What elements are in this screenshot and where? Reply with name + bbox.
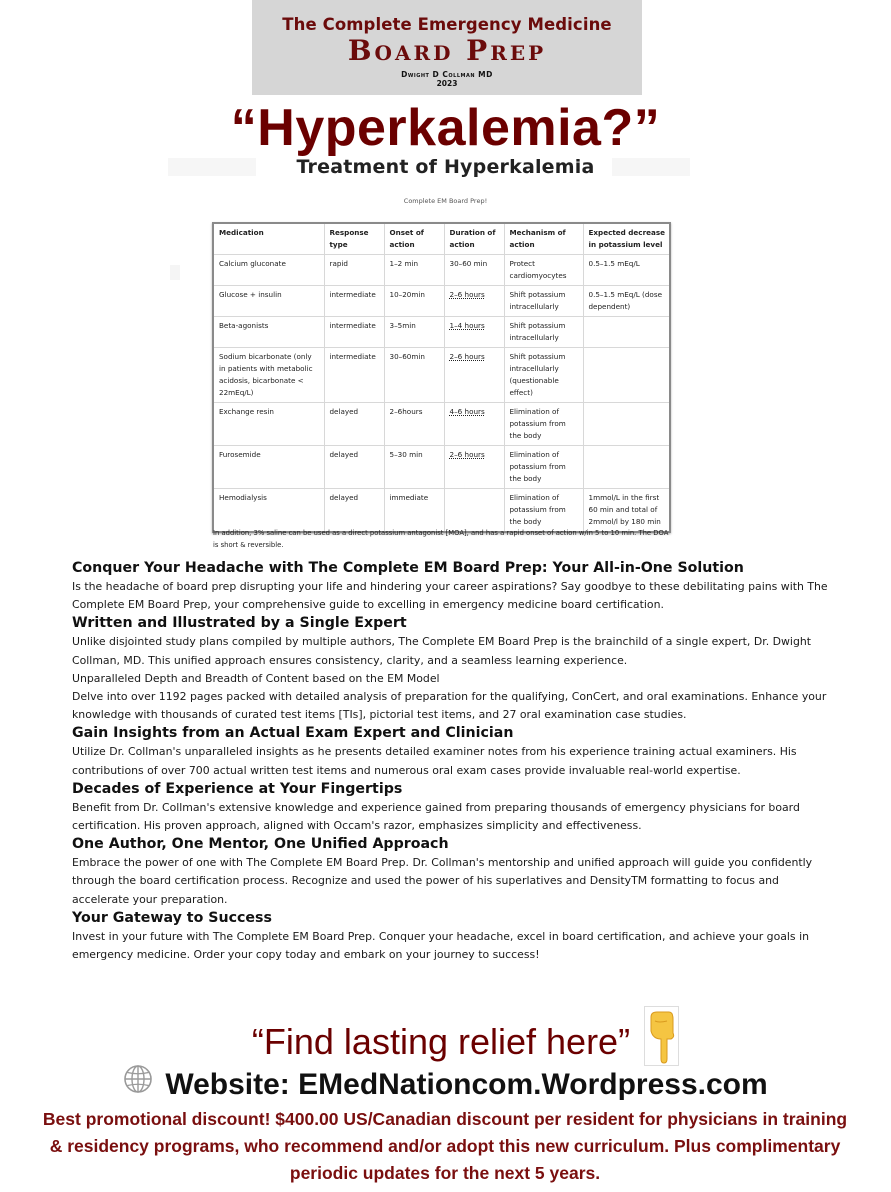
cell-response: delayed	[324, 446, 384, 489]
section-single-expert	[72, 614, 832, 724]
treatment-table	[212, 222, 671, 533]
banner-series-title: The Complete Emergency Medicine	[282, 15, 612, 34]
cell-decrease	[583, 348, 669, 403]
table-row	[214, 348, 669, 403]
section-text: Benefit from Dr. Collman's extensive knowledge and experience gained from preparing thousands of emergency physicians for board certification. His proven approach, aligned with Occam's razor, emphasizes simplicity and effectiveness.	[72, 800, 800, 833]
cell-onset: immediate	[384, 489, 444, 532]
section-exam-expert	[72, 724, 832, 779]
column-header: Medication	[214, 224, 324, 255]
cell-medication: Beta-agonists	[214, 317, 324, 348]
cell-medication: Exchange resin	[214, 403, 324, 446]
column-header: Mechanism of action	[504, 224, 583, 255]
cell-decrease	[583, 403, 669, 446]
section-text: Delve into over 1192 pages packed with detailed analysis of preparation for the qualifying, ConCert, and oral examinations. Enhance your knowledge with thousands of curated test items [TIs], pictorial test items, and 27 oral examination case studies.	[72, 690, 827, 722]
cell-decrease: 0.5–1.5 mEq/L	[583, 255, 669, 286]
table-row	[214, 255, 669, 286]
cell-mechanism: Elimination of potassium from the body	[504, 446, 583, 489]
banner-author: Dwight D Collman MD	[401, 70, 493, 79]
cell-duration: 2–6 hours	[444, 446, 504, 489]
cell-duration	[444, 489, 504, 532]
cell-response: intermediate	[324, 286, 384, 317]
table-row	[214, 317, 669, 348]
section-unified-approach	[72, 835, 832, 909]
section-gateway-success	[72, 909, 832, 964]
table-row	[214, 403, 669, 446]
cell-decrease	[583, 317, 669, 348]
cell-onset: 5–30 min	[384, 446, 444, 489]
column-header: Expected decrease in potassium level	[583, 224, 669, 255]
banner-year: 2023	[436, 79, 458, 88]
cell-response: intermediate	[324, 348, 384, 403]
section-decades-experience	[72, 780, 832, 835]
table-header-row	[214, 224, 669, 255]
cell-onset: 1–2 min	[384, 255, 444, 286]
column-header: Duration of action	[444, 224, 504, 255]
figure-note: In addition, 3% saline can be used as a direct potassium antagonist [MOA], and has a rapid onset of action w/in 5 to 10 min. The DOA is short & reversible.	[213, 529, 669, 549]
cell-response: delayed	[324, 489, 384, 532]
section-text: Is the headache of board prep disrupting your life and hindering your career aspirations? Say goodbye to these debilitating pains with The Complete EM Board Prep, your comprehensive guide to excelling in emergency medicine board certification.	[72, 580, 828, 612]
title-banner	[252, 0, 642, 95]
cell-decrease: 0.5–1.5 mEq/L (dose dependent)	[583, 286, 669, 317]
section-text: Embrace the power of one with The Complete EM Board Prep. Dr. Collman's mentorship and unified approach will guide you confidently through the board certification process. Recognize and used the power of his superlatives and DensityTM formatting to focus and accelerate your preparation.	[72, 856, 813, 906]
section-subheading: Unparalleled Depth and Breadth of Content based on the EM Model	[72, 671, 440, 685]
section-heading: Decades of Experience at Your Fingertips	[72, 780, 403, 797]
banner-book-title: Board Prep	[347, 34, 547, 67]
cell-medication: Hemodialysis	[214, 489, 324, 532]
table-row	[214, 286, 669, 317]
section-heading: One Author, One Mentor, One Unified Approach	[72, 836, 449, 853]
cell-duration: 30–60 min	[444, 255, 504, 286]
cell-decrease	[583, 446, 669, 489]
cell-mechanism: Elimination of potassium from the body	[504, 403, 583, 446]
figure-subtitle: Complete EM Board Prep!	[403, 197, 488, 205]
cell-medication: Glucose + insulin	[214, 286, 324, 317]
section-text: Utilize Dr. Collman's unparalleled insights as he presents detailed examiner notes from his experience training actual examiners. His contributions of over 700 actual written test items and numerous oral exam cases provide invaluable real-world expertise.	[72, 745, 797, 777]
cta-text: “Find lasting relief here”	[251, 1021, 631, 1062]
cell-medication: Furosemide	[214, 446, 324, 489]
cell-duration: 4–6 hours	[444, 403, 504, 446]
cell-mechanism: Shift potassium intracellularly	[504, 286, 583, 317]
cell-medication: Sodium bicarbonate (only in patients with metabolic acidosis, bicarbonate < 22mEq/L)	[214, 348, 324, 403]
cell-mechanism: Elimination of potassium from the body	[504, 489, 583, 532]
section-conquer-headache	[72, 559, 832, 614]
column-header: Onset of action	[384, 224, 444, 255]
cell-duration: 1–4 hours	[444, 317, 504, 348]
section-heading: Gain Insights from an Actual Exam Expert and Clinician	[72, 725, 514, 742]
cell-onset: 2–6hours	[384, 403, 444, 446]
website-line	[0, 1064, 891, 1105]
globe-icon	[123, 1064, 153, 1105]
cell-mechanism: Shift potassium intracellularly (questionable effect)	[504, 348, 583, 403]
cell-onset: 10–20min	[384, 286, 444, 317]
cell-mechanism: Protect cardiomyocytes	[504, 255, 583, 286]
cell-onset: 3–5min	[384, 317, 444, 348]
cell-decrease: 1mmol/L in the first 60 min and total of 2mmol/l by 180 min	[588, 493, 661, 526]
figure-title: Treatment of Hyperkalemia	[296, 156, 595, 178]
pointing-down-hand-icon	[644, 1006, 679, 1066]
section-heading: Written and Illustrated by a Single Expert	[72, 615, 407, 632]
column-header: Response type	[324, 224, 384, 255]
cell-mechanism: Shift potassium intracellularly	[504, 317, 583, 348]
cell-duration: 2–6 hours	[444, 286, 504, 317]
cell-duration: 2–6 hours	[444, 348, 504, 403]
website-link[interactable]: Website: EMedNationcom.Wordpress.com	[165, 1067, 768, 1101]
table-row	[214, 489, 669, 532]
section-heading: Your Gateway to Success	[72, 909, 272, 926]
promo-offer: Best promotional discount! $400.00 US/Canadian discount per resident for physicians in training & residency programs, who recommend and/or adopt this new curriculum. Plus complimentary periodic updates for the next 5 years.	[42, 1109, 848, 1183]
headline: “Hyperkalemia?”	[230, 99, 661, 157]
promo-body	[72, 559, 832, 964]
section-text: Unlike disjointed study plans compiled by multiple authors, The Complete EM Board Prep is the brainchild of a single expert, Dr. Dwight Collman, MD. This unified approach ensures consistency, clarity, and a seamless learning experience.	[72, 635, 812, 667]
cell-response: rapid	[324, 255, 384, 286]
call-to-action	[0, 1012, 891, 1072]
figure-artifact	[170, 265, 180, 280]
table-row	[214, 446, 669, 489]
cell-response: delayed	[324, 403, 384, 446]
cell-medication: Calcium gluconate	[214, 255, 324, 286]
cell-onset: 30–60min	[384, 348, 444, 403]
section-heading: Conquer Your Headache with The Complete EM Board Prep: Your All-in-One Solution	[72, 560, 744, 576]
section-text: Invest in your future with The Complete EM Board Prep. Conquer your headache, excel in board certification, and achieve your goals in emergency medicine. Order your copy today and embark on your journey to success!	[72, 929, 809, 962]
cell-response: intermediate	[324, 317, 384, 348]
